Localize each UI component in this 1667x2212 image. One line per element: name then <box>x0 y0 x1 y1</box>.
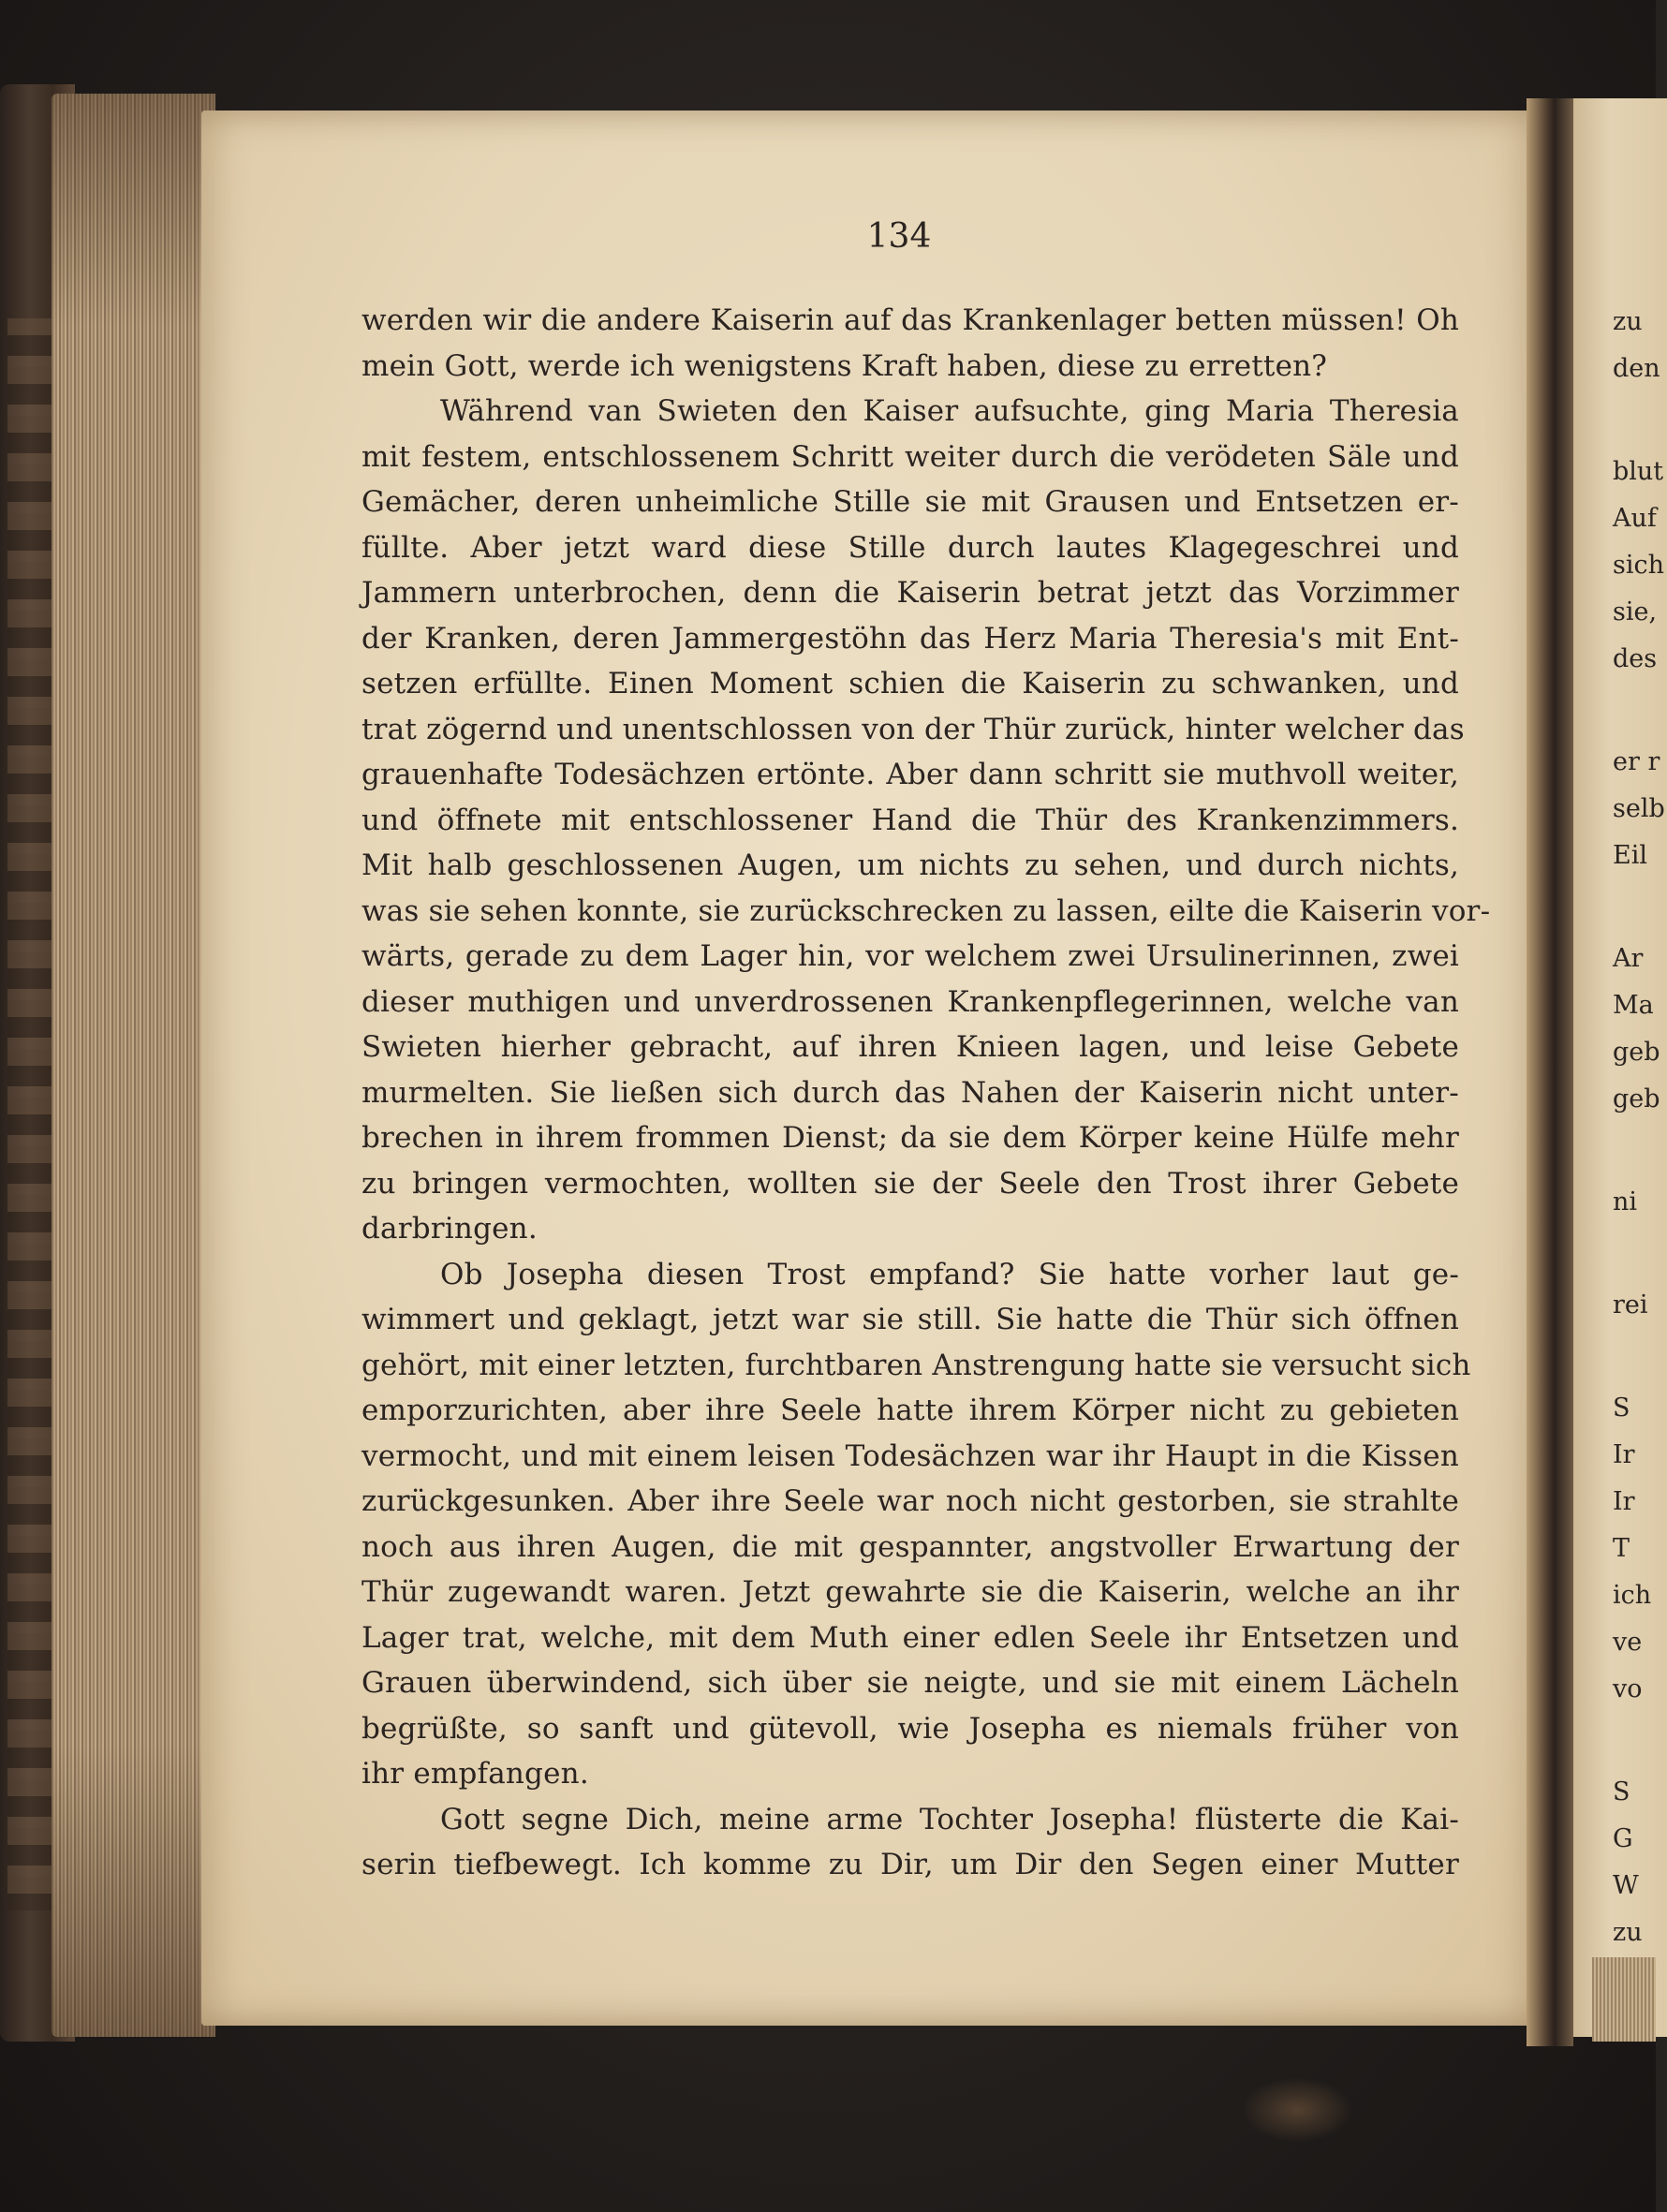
text-line: Lager trat, welche, mit dem Muth einer edlen Seele ihr Entsetzen und <box>361 1620 1459 1655</box>
facing-page-fragment: Eil <box>1613 841 1647 870</box>
facing-page-fragment: ve <box>1613 1628 1643 1657</box>
text-line: was sie sehen konnte, sie zurückschrecken zu lassen, eilte die Kaiserin vor- <box>361 893 1491 928</box>
facing-page-fragment: S <box>1613 1394 1630 1423</box>
text-line: vermocht, und mit einem leisen Todesächzen war ihr Haupt in die Kissen <box>361 1438 1459 1473</box>
facing-page-fragment: ich <box>1613 1581 1652 1610</box>
facing-page-fragment: den <box>1613 354 1660 383</box>
facing-page-fragment: er r <box>1613 747 1660 776</box>
facing-page-edges <box>1592 1957 1656 2042</box>
facing-page-fragment: Ir <box>1613 1440 1635 1469</box>
page-edges <box>52 94 215 2037</box>
text-line: noch aus ihren Augen, die mit gespannter, angstvoller Erwartung der <box>361 1529 1459 1564</box>
facing-page-fragment: Ir <box>1613 1487 1635 1516</box>
text-line: gehört, mit einer letzten, furchtbaren Anstrengung hatte sie versucht sich <box>361 1348 1471 1382</box>
text-line: Gott segne Dich, meine arme Tochter Josepha! flüsterte die Kai- <box>440 1802 1459 1836</box>
text-line: wärts, gerade zu dem Lager hin, vor welchem zwei Ursulinerinnen, zwei <box>361 939 1459 973</box>
text-line: emporzurichten, aber ihre Seele hatte ihrem Körper nicht zu gebieten <box>361 1394 1459 1427</box>
page-body-text <box>361 298 1491 1888</box>
text-line: Gemächer, deren unheimliche Stille sie mit Grausen und Entsetzen er- <box>361 485 1459 519</box>
facing-page-fragment: G <box>1613 1824 1633 1853</box>
paper-stain <box>1241 2077 1353 2143</box>
facing-page-fragment: sich <box>1613 551 1665 580</box>
facing-page-fragment: blut <box>1613 457 1664 486</box>
facing-page-fragment: ni <box>1613 1187 1638 1217</box>
text-line: dieser muthigen und unverdrossenen Krankenpflegerinnen, welche van <box>361 984 1459 1019</box>
facing-page-fragment: rei <box>1613 1290 1648 1320</box>
text-line: und öffnete mit entschlossener Hand die Thür des Krankenzimmers. <box>361 803 1459 837</box>
facing-page-fragment: sie, <box>1613 597 1658 627</box>
book-gutter <box>1527 98 1573 2046</box>
facing-page-fragment: Ma <box>1613 991 1654 1020</box>
text-line: brechen in ihrem frommen Dienst; da sie dem Körper keine Hülfe mehr <box>361 1121 1459 1155</box>
facing-page-fragment: Auf <box>1613 504 1657 533</box>
facing-page-fragment: zu <box>1613 1918 1643 1947</box>
text-line: Ob Josepha diesen Trost empfand? Sie hatte vorher laut ge- <box>440 1257 1459 1291</box>
text-line: begrüßte, so sanft und gütevoll, wie Josepha es niemals früher von <box>361 1711 1459 1746</box>
text-line: Jammern unterbrochen, denn die Kaiserin betrat jetzt das Vorzimmer <box>361 576 1459 610</box>
text-line: wimmert und geklagt, jetzt war sie still. Sie hatte die Thür sich öffnen <box>361 1303 1459 1336</box>
text-line: Swieten hierher gebracht, auf ihren Knieen lagen, und leise Gebete <box>361 1030 1459 1064</box>
facing-page-fragment: vo <box>1613 1674 1643 1703</box>
text-line: Mit halb geschlossenen Augen, um nichts zu sehen, und durch nichts, <box>361 848 1459 882</box>
text-line: füllte. Aber jetzt ward diese Stille durch lautes Klagegeschrei und <box>361 530 1459 565</box>
text-line: werden wir die andere Kaiserin auf das Krankenlager betten müssen! Oh <box>361 303 1459 337</box>
facing-page-fragment: zu <box>1613 307 1643 336</box>
text-line: murmelten. Sie ließen sich durch das Nahen der Kaiserin nicht unter- <box>361 1075 1459 1110</box>
text-line: mit festem, entschlossenem Schritt weiter durch die verödeten Säle und <box>361 439 1459 474</box>
facing-page-fragment: geb <box>1613 1084 1660 1113</box>
text-line: trat zögernd und unentschlossen von der Thür zurück, hinter welcher das <box>361 712 1465 746</box>
facing-page <box>1573 98 1667 2037</box>
page-number: 134 <box>866 217 932 256</box>
facing-page-fragment: T <box>1613 1534 1630 1563</box>
facing-page-fragment: W <box>1613 1871 1639 1900</box>
text-line: serin tiefbewegt. Ich komme zu Dir, um Dir den Segen einer Mutter <box>361 1848 1459 1881</box>
facing-page-fragment: des <box>1613 644 1658 673</box>
facing-page-fragment: geb <box>1613 1038 1660 1067</box>
text-line: ihr empfangen. <box>361 1757 589 1791</box>
facing-page-fragment: selb <box>1613 794 1665 823</box>
text-line: setzen erfüllte. Einen Moment schien die Kaiserin zu schwanken, und <box>361 667 1459 700</box>
text-line: grauenhafte Todesächzen ertönte. Aber dann schritt sie muthvoll weiter, <box>361 758 1459 791</box>
text-line: Grauen überwindend, sich über sie neigte, und sie mit einem Lächeln <box>361 1666 1459 1700</box>
text-line: Thür zugewandt waren. Jetzt gewahrte sie die Kaiserin, welche an ihr <box>361 1575 1459 1609</box>
text-line: der Kranken, deren Jammergestöhn das Herz Maria Theresia's mit Ent- <box>361 621 1459 656</box>
facing-page-fragment: S <box>1613 1777 1630 1806</box>
facing-page-fragment: Ar <box>1613 944 1644 973</box>
text-line: zurückgesunken. Aber ihre Seele war noch nicht gestorben, sie strahlte <box>361 1484 1459 1518</box>
text-line: zu bringen vermochten, wollten sie der Seele den Trost ihrer Gebete <box>361 1166 1459 1201</box>
text-line: Während van Swieten den Kaiser aufsuchte, ging Maria Theresia <box>440 394 1459 428</box>
text-line: mein Gott, werde ich wenigstens Kraft haben, diese zu erretten? <box>361 348 1328 383</box>
text-line: darbringen. <box>361 1212 538 1246</box>
